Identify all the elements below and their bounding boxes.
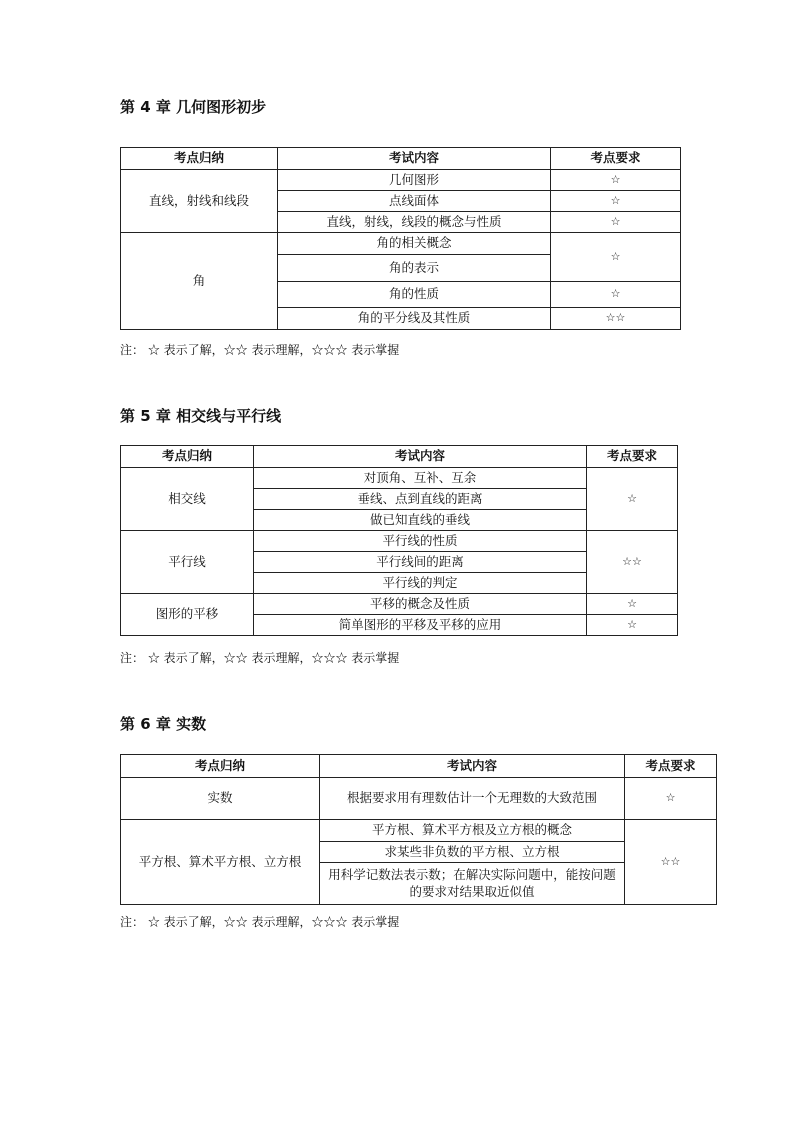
table-row (121, 820, 717, 842)
header-requirement: 考点要求 (551, 148, 681, 170)
content-cell: 简单图形的平移及平移的应用 (254, 615, 587, 636)
category-cell: 图形的平移 (121, 594, 254, 636)
table-header-row (121, 755, 717, 778)
table-header-row (121, 446, 678, 468)
table-row (121, 170, 681, 191)
content-cell: 直线，射线，线段的概念与性质 (278, 212, 551, 233)
header-category: 考点归纳 (121, 446, 254, 468)
category-cell: 角 (121, 233, 278, 330)
table-header-row (121, 148, 681, 170)
header-requirement: 考点要求 (625, 755, 717, 778)
content-cell: 垂线、点到直线的距离 (254, 489, 587, 510)
category-cell: 平方根、算术平方根、立方根 (121, 820, 320, 905)
requirement-stars: ☆ (551, 233, 681, 282)
legend-note: 注： ☆ 表示了解，☆☆ 表示理解，☆☆☆ 表示掌握 (120, 651, 400, 665)
requirement-stars: ☆ (551, 212, 681, 233)
legend-note: 注： ☆ 表示了解，☆☆ 表示理解，☆☆☆ 表示掌握 (120, 343, 400, 357)
header-category: 考点归纳 (121, 755, 320, 778)
header-content: 考试内容 (254, 446, 587, 468)
chapter-4-title: 第 4 章 几何图形初步 (120, 98, 267, 116)
category-cell: 直线，射线和线段 (121, 170, 278, 233)
content-cell: 几何图形 (278, 170, 551, 191)
content-cell: 平移的概念及性质 (254, 594, 587, 615)
content-cell: 角的性质 (278, 282, 551, 308)
category-cell: 实数 (121, 778, 320, 820)
content-cell: 角的平分线及其性质 (278, 308, 551, 330)
content-cell: 根据要求用有理数估计一个无理数的大致范围 (320, 778, 625, 820)
content-cell: 平方根、算术平方根及立方根的概念 (320, 820, 625, 842)
requirement-stars: ☆ (587, 468, 678, 531)
category-cell: 平行线 (121, 531, 254, 594)
content-cell: 用科学记数法表示数；在解决实际问题中，能按问题的要求对结果取近似值 (320, 863, 625, 905)
table-row (121, 778, 717, 820)
content-cell: 点线面体 (278, 191, 551, 212)
table-row (121, 531, 678, 552)
header-category: 考点归纳 (121, 148, 278, 170)
category-cell: 相交线 (121, 468, 254, 531)
requirement-stars: ☆ (551, 170, 681, 191)
chapter-6-table (120, 754, 717, 905)
content-cell: 角的相关概念 (278, 233, 551, 255)
table-row (121, 233, 681, 255)
content-cell: 求某些非负数的平方根、立方根 (320, 842, 625, 863)
chapter-5-title: 第 5 章 相交线与平行线 (120, 407, 282, 425)
table-row (121, 594, 678, 615)
requirement-stars: ☆ (551, 191, 681, 212)
requirement-stars: ☆ (551, 282, 681, 308)
requirement-stars: ☆☆ (551, 308, 681, 330)
table-row (121, 468, 678, 489)
content-cell: 做已知直线的垂线 (254, 510, 587, 531)
content-cell: 对顶角、互补、互余 (254, 468, 587, 489)
requirement-stars: ☆☆ (587, 531, 678, 594)
chapter-5-table (120, 445, 678, 636)
requirement-stars: ☆ (625, 778, 717, 820)
requirement-stars: ☆ (587, 594, 678, 615)
header-content: 考试内容 (320, 755, 625, 778)
header-content: 考试内容 (278, 148, 551, 170)
chapter-6-title: 第 6 章 实数 (120, 715, 207, 733)
legend-note: 注： ☆ 表示了解，☆☆ 表示理解，☆☆☆ 表示掌握 (120, 915, 400, 929)
header-requirement: 考点要求 (587, 446, 678, 468)
requirement-stars: ☆ (587, 615, 678, 636)
requirement-stars: ☆☆ (625, 820, 717, 905)
content-cell: 平行线的性质 (254, 531, 587, 552)
content-cell: 平行线的判定 (254, 573, 587, 594)
chapter-4-table (120, 147, 681, 330)
content-cell: 平行线间的距离 (254, 552, 587, 573)
content-cell: 角的表示 (278, 255, 551, 282)
